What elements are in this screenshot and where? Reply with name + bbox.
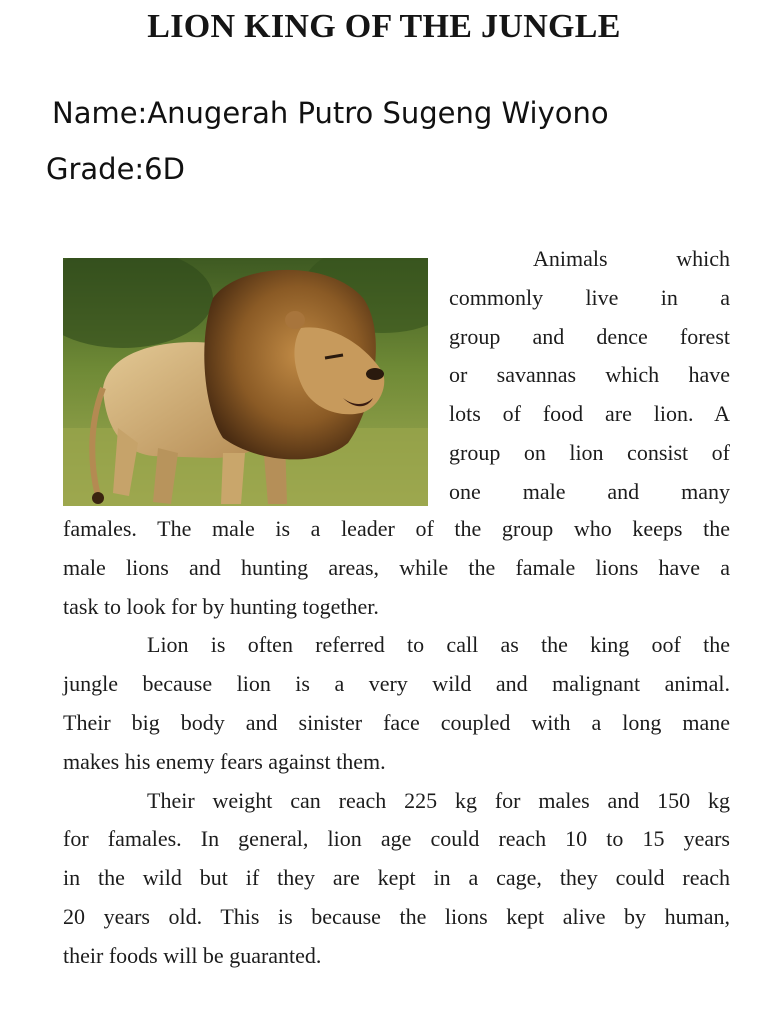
text-line: for famales. In general, lion age could reach 10 to 15 years (63, 826, 730, 852)
text-line: in the wild but if they are kept in a cage, they could reach (63, 865, 730, 891)
text-line: Lion is often referred to call as the king oof the (147, 632, 730, 658)
text-line: Their big body and sinister face coupled with a long mane (63, 709, 730, 735)
text-line: famales. The male is a leader of the group who keeps the (63, 516, 730, 541)
wrapped-paragraph (449, 240, 730, 512)
text-line: or savannas which have (449, 362, 730, 388)
body-text (63, 510, 730, 976)
text-line: male lions and hunting areas, while the famale lions have a (63, 554, 730, 580)
text-line: group and dence forest (449, 323, 730, 349)
text-line: 20 years old. This is because the lions kept alive by human, (63, 903, 730, 929)
text-line: one male and many (449, 478, 730, 504)
text-line: makes his enemy fears against them. (63, 748, 386, 774)
text-line: lots of food are lion. A (449, 401, 730, 427)
lion-photo (63, 258, 428, 506)
student-name: Name:Anugerah Putro Sugeng Wiyono (52, 96, 609, 130)
text-line: group on lion consist of (449, 439, 730, 465)
text-line: commonly live in a (449, 284, 730, 310)
text-line: jungle because lion is a very wild and malignant animal. (63, 671, 730, 697)
document-title: LION KING OF THE JUNGLE (147, 8, 621, 45)
text-line: Their weight can reach 225 kg for males and 150 kg (147, 787, 730, 813)
text-line: their foods will be guaranted. (63, 942, 322, 968)
student-grade: Grade:6D (46, 152, 185, 186)
text-line: task to look for by hunting together. (63, 593, 379, 619)
text-line: Animals which (533, 246, 730, 271)
